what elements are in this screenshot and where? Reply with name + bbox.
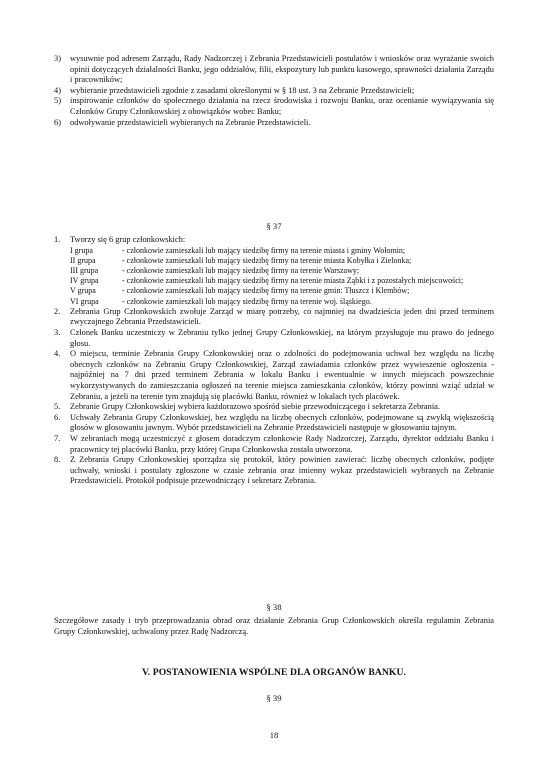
item-text: inspirowanie członków do społecznego działania na rzecz środowiska i rozwoju Banku, oraz ocenianie wywiązywania się Członków Grupy Członkowskiej z obowiązków wobec Banku; (70, 96, 494, 116)
item-number: 2. (54, 306, 61, 316)
item-number: 5. (54, 402, 61, 412)
item-text: odwoływanie przedstawicieli wybieranych na Zebranie Przedstawicieli. (70, 117, 311, 127)
section-38-title: § 38 (266, 602, 282, 612)
group-text: - członkowie zamieszkali lub mający siedzibę firmy na terenie Warszawy; (122, 266, 360, 275)
group-text: - członkowie zamieszkali lub mający siedzibę firmy na terenie woj. śląskiego. (122, 296, 372, 306)
group-item (70, 276, 494, 286)
list-item (54, 434, 494, 455)
item-text: wybieranie przedstawicieli zgodnie z zasadami określonymi w § 18 ust. 3 na Zebranie Przedstawicieli; (70, 85, 415, 95)
item-number: 5) (54, 96, 61, 106)
item-number: 8. (54, 455, 61, 465)
list-item (54, 54, 494, 86)
item-text: Członek Banku uczestniczy w Zebraniu tylko jednej Grupy Członkowskiej, na którym przysługuje mu prawo do jednego głosu. (70, 328, 494, 348)
section-39-title: § 39 (266, 693, 282, 703)
page-number-block (54, 730, 494, 740)
item-number: 6) (54, 117, 61, 127)
section-37-items (54, 307, 494, 487)
chapter-heading-block (54, 667, 494, 678)
item-text: Zebrania Grup Członkowskich zwołuje Zarząd w miarę potrzeby, co najmniej na dwadzieścia jeden dni przed terminem zwyczajnego Zebrania Przedstawicieli. (70, 306, 494, 327)
item-text: wysuwnie pod adresem Zarządu, Rady Nadzorczej i Zebrania Przedstawicieli postulatów i wniosków oraz wyrażanie swoich opinii dotyczących działalności Banku, jego oddziałów, filii, ekspozytury lub punktu kasowego, sprawności działania Zarządu i pracowników; (70, 54, 494, 85)
item-text: Uchwały Zebrania Grupy Członkowskiej, bez względu na liczbę obecnych członków, podejmowane są zwykłą większością głosów w głosowaniu jawnym. Wybór przedstawicieli na Zebranie Przedstawicieli następuje w głosowaniu tajnym. (70, 412, 494, 433)
list-item (54, 235, 494, 246)
group-text: - członkowie zamieszkali lub mający siedzibę firmy na terenie miasta Ząbki i z pozostałych miejscowości; (122, 276, 464, 286)
item-number: 1. (54, 235, 61, 244)
group-item (70, 286, 494, 296)
item-text: Zebranie Grupy Członkowskiej wybiera każdorazowo spośród siebie przewodniczącego i sekretarza Zebrania. (70, 402, 440, 412)
item-number: 3) (54, 54, 61, 63)
section-38-text: Szczegółowe zasady i tryb przeprowadzania obrad oraz działanie Zebrania Grup Członkowskich określa regulamin Zebrania Grupy Członkowskiej, uchwalony przez Radę Nadzorczą. (54, 616, 494, 636)
top-list (54, 54, 494, 128)
group-text: - członkowie zamieszkali lub mający siedzibę firmy na terenie gmin: Tłuszcz i Klembów; (122, 286, 410, 296)
item-text: O miejscu, terminie Zebrania Grupy Członkowskiej oraz o zdolności do podejmowania uchwał bez względu na liczbę obecnych członków na Zebraniu Grupy Członkowskiej, Zarząd zawiadamia członków przez wywieszenie ogłoszenia - najpóźniej na 7 dni przed terminem Zebrania w lokalu Banku i ewentualnie w innych miejscach powszechnie wykorzystywanych do zamieszczania ogłoszeń na terenie miejsca zamieszkania członków, którzy powinni wziąć udział w Zebraniu, a jeżeli na terenie tym znajdują się placówki Banku, również w lokalach tych placówek. (70, 349, 494, 401)
group-label: I grupa (70, 245, 93, 255)
item-number: 4. (54, 349, 61, 359)
item-number: 4) (54, 85, 61, 95)
top-list-section (54, 54, 494, 128)
section-38 (54, 602, 494, 637)
list-item (54, 328, 494, 349)
group-text: - członkowie zamieszkali lub mający siedzibę firmy na terenie miasta i gminy Wołomin; (122, 245, 406, 255)
list-item (54, 413, 494, 434)
section-37 (54, 221, 494, 487)
group-label: VI grupa (70, 296, 99, 306)
item-text: W zebraniach mogą uczestniczyć z głosem doradczym członkowie Rady Nadzorczej, Zarządu, dyrektor oddziału Banku i pracownicy tej placówki Banku, przy której Grupa Członkowska została utworzona. (70, 433, 494, 454)
item-number: 7. (54, 433, 61, 443)
group-item (70, 266, 494, 276)
list-item (54, 86, 494, 97)
group-text: - członkowie zamieszkali lub mający siedzibę firmy na terenie miasta Kobyłka i Zielonka; (122, 255, 412, 265)
item-number: 3. (54, 328, 61, 337)
list-item (54, 307, 494, 328)
item-number: 6. (54, 412, 61, 422)
group-label: III grupa (70, 266, 99, 275)
list-item (54, 118, 494, 129)
list-item (54, 455, 494, 487)
group-label: V grupa (70, 286, 96, 296)
group-label: II grupa (70, 255, 96, 265)
list-item (54, 96, 494, 117)
list-item (54, 349, 494, 402)
group-item (70, 256, 494, 266)
section-39 (54, 693, 494, 703)
item-text: Tworzy się 6 grup członkowskich: (70, 235, 186, 244)
item-text: Z Zebrania Grupy Członkowskiej sporządza się protokół, który powinien zawierać: liczbę obecnych członków, podjęte uchwały, wnioski i postulaty zgłoszone w czasie zebrania oraz imienny wykaz przedstawicieli wybranych na Zebranie Przedstawicieli. Protokół podpisuje przewodniczący i sekretarz Zebrania. (70, 455, 494, 486)
group-list (54, 246, 494, 307)
chapter-heading: V. POSTANOWIENIA WSPÓLNE DLA ORGANÓW BANKU. (142, 667, 406, 678)
group-item (70, 297, 494, 307)
list-item (54, 402, 494, 413)
page-number: 18 (269, 730, 279, 740)
group-label: IV grupa (70, 276, 99, 286)
group-item (70, 246, 494, 256)
section-37-title: § 37 (266, 221, 282, 231)
